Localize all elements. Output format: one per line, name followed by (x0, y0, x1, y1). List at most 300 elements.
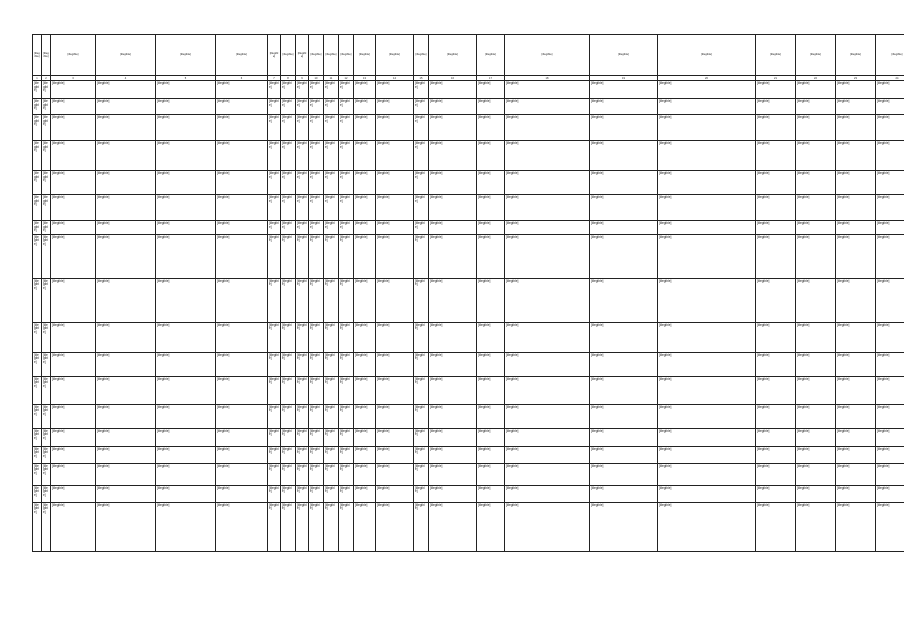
table-cell: [illegible] (590, 221, 658, 235)
table-cell: [illegible] (281, 171, 296, 195)
column-header: [illegible] (281, 35, 296, 76)
table-cell: [illegible] (216, 278, 268, 322)
table-cell: [illegible] (376, 322, 414, 352)
table-cell: [illegible] (33, 446, 42, 463)
table-cell: [illegible] (296, 278, 309, 322)
table-cell: [illegible] (836, 463, 876, 485)
table-cell: [illegible] (429, 428, 477, 446)
table-cell: [illegible] (376, 404, 414, 428)
table-cell: [illegible] (216, 171, 268, 195)
table-cell: [illegible] (309, 221, 324, 235)
table-cell: [illegible] (505, 446, 590, 463)
table-cell: [illegible] (414, 171, 429, 195)
table-row (33, 376, 904, 404)
table-cell: [illegible] (590, 278, 658, 322)
table-cell: [illegible] (756, 446, 796, 463)
table-cell: [illegible] (590, 428, 658, 446)
table-cell: [illegible] (590, 352, 658, 376)
table-cell: [illegible] (268, 234, 281, 278)
table-cell: [illegible] (339, 221, 354, 235)
table-cell: [illegible] (216, 221, 268, 235)
table-cell: [illegible] (477, 485, 505, 502)
table-cell: [illegible] (414, 234, 429, 278)
column-number: 3 (51, 76, 96, 81)
table-cell: [illegible] (324, 115, 339, 141)
table-cell: [illegible] (756, 502, 796, 551)
table-cell: [illegible] (33, 234, 42, 278)
column-header: [illegible] (309, 35, 324, 76)
table-row (33, 502, 904, 551)
table-row (33, 171, 904, 195)
table-cell: [illegible] (505, 404, 590, 428)
table-cell: [illegible] (658, 428, 756, 446)
table-cell: [illegible] (796, 446, 836, 463)
table-cell: [illegible] (96, 171, 156, 195)
table-cell: [illegible] (51, 428, 96, 446)
table-cell: [illegible] (51, 376, 96, 404)
table-cell: [illegible] (376, 463, 414, 485)
table-cell: [illegible] (296, 322, 309, 352)
table-cell: [illegible] (477, 99, 505, 115)
table-cell: [illegible] (281, 99, 296, 115)
table-cell: [illegible] (296, 502, 309, 551)
table-cell: [illegible] (796, 99, 836, 115)
table-cell: [illegible] (836, 352, 876, 376)
table-cell: [illegible] (836, 278, 876, 322)
table-cell: [illegible] (96, 502, 156, 551)
table-cell: [illegible] (268, 428, 281, 446)
table-cell: [illegible] (429, 376, 477, 404)
table-cell: [illegible] (658, 376, 756, 404)
table-cell: [illegible] (429, 115, 477, 141)
table-cell: [illegible] (376, 446, 414, 463)
table-cell: [illegible] (796, 428, 836, 446)
table-cell: [illegible] (296, 446, 309, 463)
table-cell: [illegible] (156, 446, 216, 463)
table-cell: [illegible] (33, 428, 42, 446)
table-cell: [illegible] (339, 115, 354, 141)
table-cell: [illegible] (309, 141, 324, 171)
table-cell: [illegible] (658, 322, 756, 352)
table-cell: [illegible] (429, 502, 477, 551)
table-cell: [illegible] (296, 195, 309, 221)
table-cell: [illegible] (376, 171, 414, 195)
table-cell: [illegible] (376, 234, 414, 278)
table-cell: [illegible] (505, 221, 590, 235)
table-cell: [illegible] (429, 81, 477, 99)
table-cell: [illegible] (33, 141, 42, 171)
table-cell: [illegible] (339, 81, 354, 99)
table-cell: [illegible] (414, 502, 429, 551)
table-cell: [illegible] (477, 141, 505, 171)
column-header: [illegible] (505, 35, 590, 76)
table-cell: [illegible] (309, 99, 324, 115)
table-cell: [illegible] (296, 141, 309, 171)
table-cell: [illegible] (429, 278, 477, 322)
table-cell: [illegible] (96, 221, 156, 235)
table-cell: [illegible] (309, 278, 324, 322)
table-cell: [illegible] (51, 352, 96, 376)
table-cell: [illegible] (836, 81, 876, 99)
table-cell: [illegible] (96, 428, 156, 446)
table-cell: [illegible] (876, 99, 904, 115)
table-cell: [illegible] (296, 221, 309, 235)
table-cell: [illegible] (477, 278, 505, 322)
table-cell: [illegible] (876, 352, 904, 376)
table-cell: [illegible] (51, 171, 96, 195)
column-number: 18 (505, 76, 590, 81)
table-cell: [illegible] (51, 485, 96, 502)
table-cell: [illegible] (216, 195, 268, 221)
table-cell: [illegible] (268, 171, 281, 195)
column-header: [illegible] (658, 35, 756, 76)
table-cell: [illegible] (268, 221, 281, 235)
column-number: 23 (836, 76, 876, 81)
table-cell: [illegible] (216, 428, 268, 446)
table-cell: [illegible] (354, 322, 376, 352)
table-cell: [illegible] (658, 115, 756, 141)
table-cell: [illegible] (796, 221, 836, 235)
table-cell: [illegible] (414, 195, 429, 221)
table-cell: [illegible] (354, 376, 376, 404)
table-cell: [illegible] (42, 322, 51, 352)
table-cell: [illegible] (836, 428, 876, 446)
table-cell: [illegible] (429, 195, 477, 221)
table-row (33, 404, 904, 428)
table-cell: [illegible] (281, 446, 296, 463)
table-cell: [illegible] (658, 463, 756, 485)
table-cell: [illegible] (376, 99, 414, 115)
table-cell: [illegible] (296, 404, 309, 428)
table-cell: [illegible] (414, 428, 429, 446)
table-cell: [illegible] (296, 463, 309, 485)
table-cell: [illegible] (309, 81, 324, 99)
table-cell: [illegible] (505, 195, 590, 221)
table-cell: [illegible] (756, 352, 796, 376)
table-cell: [illegible] (658, 278, 756, 322)
table-cell: [illegible] (281, 221, 296, 235)
table-cell: [illegible] (796, 485, 836, 502)
table-cell: [illegible] (33, 221, 42, 235)
table-cell: [illegible] (324, 404, 339, 428)
table-cell: [illegible] (429, 404, 477, 428)
table-row (33, 221, 904, 235)
table-row (33, 322, 904, 352)
table-cell: [illegible] (756, 195, 796, 221)
table-cell: [illegible] (309, 115, 324, 141)
table-cell: [illegible] (309, 485, 324, 502)
table-cell: [illegible] (156, 115, 216, 141)
column-number: 21 (756, 76, 796, 81)
table-cell: [illegible] (42, 221, 51, 235)
table-cell: [illegible] (477, 376, 505, 404)
table-cell: [illegible] (876, 195, 904, 221)
table-cell: [illegible] (268, 278, 281, 322)
table-cell: [illegible] (156, 99, 216, 115)
table-cell: [illegible] (354, 221, 376, 235)
table-cell: [illegible] (309, 195, 324, 221)
table-cell: [illegible] (876, 376, 904, 404)
table-cell: [illegible] (324, 428, 339, 446)
table-cell: [illegible] (414, 485, 429, 502)
table-cell: [illegible] (339, 278, 354, 322)
table-cell: [illegible] (414, 221, 429, 235)
table-cell: [illegible] (51, 81, 96, 99)
table-cell: [illegible] (354, 502, 376, 551)
table-cell: [illegible] (281, 428, 296, 446)
table-cell: [illegible] (876, 81, 904, 99)
table-cell: [illegible] (590, 99, 658, 115)
table-cell: [illegible] (590, 485, 658, 502)
column-header: [illegible] (590, 35, 658, 76)
table-cell: [illegible] (309, 463, 324, 485)
table-cell: [illegible] (658, 352, 756, 376)
table-cell: [illegible] (216, 352, 268, 376)
table-cell: [illegible] (324, 352, 339, 376)
table-row (33, 446, 904, 463)
table-cell: [illegible] (505, 81, 590, 99)
table-cell: [illegible] (658, 81, 756, 99)
column-number: 6 (216, 76, 268, 81)
table-cell: [illegible] (156, 485, 216, 502)
table-cell: [illegible] (156, 171, 216, 195)
table-cell: [illegible] (216, 81, 268, 99)
table-cell: [illegible] (876, 502, 904, 551)
table-cell: [illegible] (796, 463, 836, 485)
table-cell: [illegible] (836, 322, 876, 352)
table-cell: [illegible] (309, 234, 324, 278)
table-cell: [illegible] (216, 404, 268, 428)
table-cell: [illegible] (376, 221, 414, 235)
table-cell: [illegible] (354, 446, 376, 463)
table-cell: [illegible] (505, 99, 590, 115)
table-cell: [illegible] (836, 446, 876, 463)
table-cell: [illegible] (354, 234, 376, 278)
table-cell: [illegible] (33, 404, 42, 428)
table-cell: [illegible] (796, 195, 836, 221)
table-cell: [illegible] (216, 485, 268, 502)
table-cell: [illegible] (33, 502, 42, 551)
table-cell: [illegible] (876, 115, 904, 141)
table-cell: [illegible] (414, 352, 429, 376)
table-cell: [illegible] (836, 115, 876, 141)
table-cell: [illegible] (268, 485, 281, 502)
table-cell: [illegible] (268, 502, 281, 551)
column-number: 10 (309, 76, 324, 81)
table-cell: [illegible] (339, 404, 354, 428)
table-cell: [illegible] (96, 446, 156, 463)
table-cell: [illegible] (796, 234, 836, 278)
table-cell: [illegible] (796, 502, 836, 551)
table-cell: [illegible] (324, 195, 339, 221)
table-cell: [illegible] (796, 352, 836, 376)
column-header: [illegible] (376, 35, 414, 76)
table-cell: [illegible] (268, 352, 281, 376)
table-cell: [illegible] (51, 322, 96, 352)
column-header: [illegible] (33, 35, 42, 76)
column-number: 20 (658, 76, 756, 81)
table-row (33, 428, 904, 446)
table-cell: [illegible] (216, 502, 268, 551)
table-cell: [illegible] (414, 376, 429, 404)
table-cell: [illegible] (268, 404, 281, 428)
table-cell: [illegible] (268, 195, 281, 221)
table-cell: [illegible] (268, 376, 281, 404)
table-cell: [illegible] (756, 485, 796, 502)
table-cell: [illegible] (33, 376, 42, 404)
column-header: [illegible] (296, 35, 309, 76)
table-cell: [illegible] (42, 485, 51, 502)
table-cell: [illegible] (33, 81, 42, 99)
column-header: [illegible] (354, 35, 376, 76)
table-cell: [illegible] (268, 99, 281, 115)
column-number: 7 (268, 76, 281, 81)
table-cell: [illegible] (324, 221, 339, 235)
column-header: [illegible] (477, 35, 505, 76)
register-sheet (32, 34, 903, 594)
table-cell: [illegible] (268, 322, 281, 352)
table-cell: [illegible] (429, 322, 477, 352)
table-cell: [illegible] (216, 99, 268, 115)
table-cell: [illegible] (42, 171, 51, 195)
table-cell: [illegible] (281, 322, 296, 352)
table-cell: [illegible] (477, 195, 505, 221)
table-cell: [illegible] (836, 195, 876, 221)
table-cell: [illegible] (296, 99, 309, 115)
table-cell: [illegible] (505, 278, 590, 322)
table-cell: [illegible] (477, 352, 505, 376)
table-cell: [illegible] (268, 463, 281, 485)
table-cell: [illegible] (281, 376, 296, 404)
table-cell: [illegible] (836, 221, 876, 235)
table-cell: [illegible] (590, 376, 658, 404)
table-cell: [illegible] (96, 485, 156, 502)
table-cell: [illegible] (51, 195, 96, 221)
table-cell: [illegible] (42, 446, 51, 463)
table-cell: [illegible] (324, 171, 339, 195)
table-cell: [illegible] (281, 352, 296, 376)
table-cell: [illegible] (216, 234, 268, 278)
table-row (33, 141, 904, 171)
table-cell: [illegible] (51, 502, 96, 551)
table-cell: [illegible] (414, 141, 429, 171)
table-cell: [illegible] (339, 99, 354, 115)
table-cell: [illegible] (590, 502, 658, 551)
table-cell: [illegible] (33, 463, 42, 485)
table-cell: [illegible] (876, 322, 904, 352)
table-cell: [illegible] (414, 322, 429, 352)
column-header: [illegible] (756, 35, 796, 76)
table-cell: [illegible] (51, 446, 96, 463)
table-cell: [illegible] (876, 463, 904, 485)
column-header: [illegible] (876, 35, 904, 76)
table-cell: [illegible] (324, 376, 339, 404)
table-cell: [illegible] (505, 502, 590, 551)
table-cell: [illegible] (42, 81, 51, 99)
table-cell: [illegible] (429, 234, 477, 278)
table-cell: [illegible] (836, 485, 876, 502)
table-cell: [illegible] (96, 195, 156, 221)
table-cell: [illegible] (339, 485, 354, 502)
table-cell: [illegible] (876, 141, 904, 171)
table-cell: [illegible] (590, 463, 658, 485)
table-cell: [illegible] (309, 446, 324, 463)
table-cell: [illegible] (96, 141, 156, 171)
table-cell: [illegible] (33, 352, 42, 376)
table-cell: [illegible] (33, 115, 42, 141)
table-cell: [illegible] (33, 99, 42, 115)
table-cell: [illegible] (796, 81, 836, 99)
table-cell: [illegible] (376, 376, 414, 404)
table-cell: [illegible] (429, 99, 477, 115)
table-cell: [illegible] (51, 221, 96, 235)
table-cell: [illegible] (96, 404, 156, 428)
table-cell: [illegible] (376, 195, 414, 221)
table-cell: [illegible] (324, 322, 339, 352)
table-cell: [illegible] (414, 81, 429, 99)
table-cell: [illegible] (339, 428, 354, 446)
table-cell: [illegible] (658, 234, 756, 278)
table-cell: [illegible] (281, 141, 296, 171)
table-cell: [illegible] (505, 141, 590, 171)
table-cell: [illegible] (796, 376, 836, 404)
table-cell: [illegible] (477, 404, 505, 428)
table-cell: [illegible] (836, 502, 876, 551)
table-row (33, 352, 904, 376)
table-cell: [illegible] (339, 171, 354, 195)
table-cell: [illegible] (268, 141, 281, 171)
table-cell: [illegible] (339, 463, 354, 485)
table-cell: [illegible] (876, 404, 904, 428)
table-cell: [illegible] (309, 404, 324, 428)
table-cell: [illegible] (156, 404, 216, 428)
table-cell: [illegible] (96, 376, 156, 404)
table-cell: [illegible] (376, 485, 414, 502)
table-cell: [illegible] (33, 485, 42, 502)
table-cell: [illegible] (281, 502, 296, 551)
column-header: [illegible] (156, 35, 216, 76)
table-cell: [illegible] (505, 322, 590, 352)
table-cell: [illegible] (156, 502, 216, 551)
table-cell: [illegible] (376, 502, 414, 551)
table-cell: [illegible] (477, 115, 505, 141)
table-cell: [illegible] (324, 141, 339, 171)
table-cell: [illegible] (42, 115, 51, 141)
table-cell: [illegible] (836, 141, 876, 171)
table-cell: [illegible] (429, 485, 477, 502)
table-cell: [illegible] (324, 81, 339, 99)
table-cell: [illegible] (658, 404, 756, 428)
column-number: 15 (414, 76, 429, 81)
table-cell: [illegible] (51, 234, 96, 278)
table-cell: [illegible] (796, 404, 836, 428)
table-cell: [illegible] (429, 171, 477, 195)
table-cell: [illegible] (324, 234, 339, 278)
table-cell: [illegible] (42, 99, 51, 115)
table-cell: [illegible] (216, 141, 268, 171)
column-header: [illegible] (836, 35, 876, 76)
table-cell: [illegible] (51, 404, 96, 428)
table-cell: [illegible] (51, 99, 96, 115)
table-cell: [illegible] (756, 404, 796, 428)
table-cell: [illegible] (414, 404, 429, 428)
table-cell: [illegible] (156, 463, 216, 485)
table-cell: [illegible] (309, 502, 324, 551)
table-cell: [illegible] (876, 485, 904, 502)
table-cell: [illegible] (414, 115, 429, 141)
table-cell: [illegible] (796, 141, 836, 171)
table-cell: [illegible] (324, 463, 339, 485)
